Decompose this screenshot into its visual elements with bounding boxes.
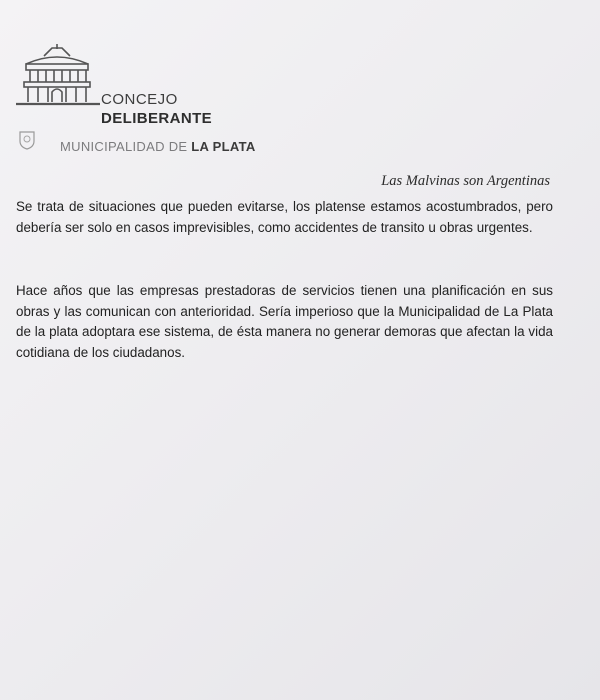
body-paragraph-1: Se trata de situaciones que pueden evitarse, los platense estamos acostumbrados, pero debería ser solo en casos imprevisibles, como accidentes de transito u obras urgentes.: [16, 199, 553, 235]
body-paragraph-2: Hace años que las empresas prestadoras de servicios tienen una planificación en sus obras y las comunican con anterioridad. Sería imperioso que la Municipalidad de La Plata de la plata adoptara ese sistema, de ésta manera no generar demoras que afectan la vida cotidiana de los ciudadanos.: [16, 283, 553, 360]
coat-of-arms-icon: [18, 130, 36, 150]
org-name-line1: CONCEJO: [101, 91, 178, 108]
municipality-line: [60, 139, 256, 154]
org-name-line2: DELIBERANTE: [101, 110, 213, 127]
motto: Las Malvinas son Argentinas: [381, 173, 550, 189]
municipality-city: LA PLATA: [191, 139, 256, 154]
building-dome-icon: [14, 42, 100, 112]
municipality-prefix: MUNICIPALIDAD DE: [60, 139, 188, 154]
